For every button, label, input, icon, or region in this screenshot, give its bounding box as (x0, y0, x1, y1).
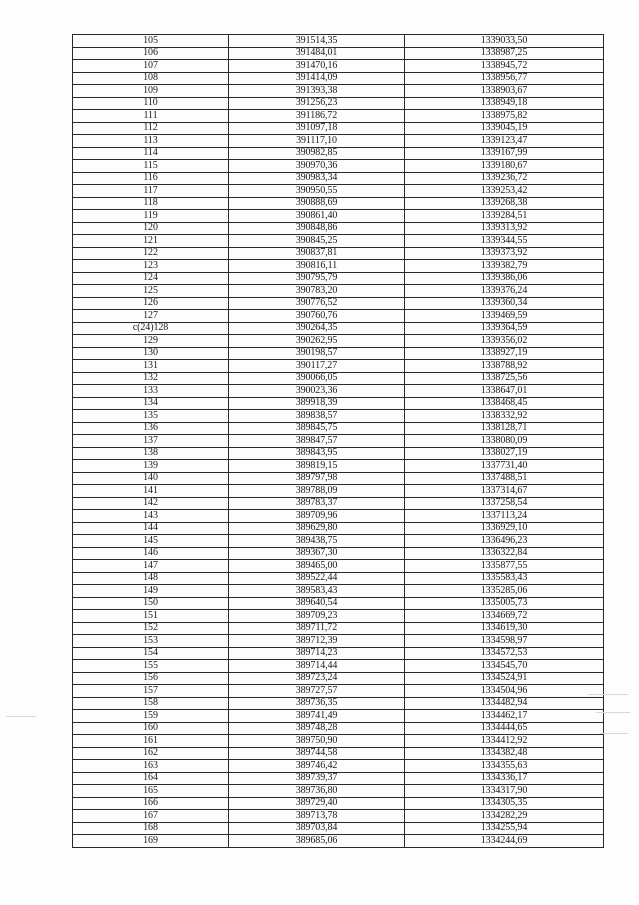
y-coordinate-cell: 1338987,25 (405, 47, 604, 60)
table-row (73, 660, 604, 673)
table-row (73, 647, 604, 660)
table-row (73, 797, 604, 810)
y-coordinate-cell: 1339033,50 (405, 35, 604, 48)
x-coordinate-cell: 389522,44 (229, 572, 405, 585)
table-row (73, 497, 604, 510)
x-coordinate-cell: 390970,36 (229, 160, 405, 173)
table-row (73, 347, 604, 360)
point-number-cell: 134 (73, 397, 229, 410)
y-coordinate-cell: 1337258,54 (405, 497, 604, 510)
point-number-cell: 124 (73, 272, 229, 285)
y-coordinate-cell: 1334336,17 (405, 772, 604, 785)
table-row (73, 747, 604, 760)
y-coordinate-cell: 1334255,94 (405, 822, 604, 835)
table-row (73, 85, 604, 98)
y-coordinate-cell: 1334412,92 (405, 735, 604, 748)
point-number-cell: 163 (73, 760, 229, 773)
x-coordinate-cell: 391186,72 (229, 110, 405, 123)
table-row (73, 435, 604, 448)
table-row (73, 110, 604, 123)
point-number-cell: 127 (73, 310, 229, 323)
y-coordinate-cell: 1339045,19 (405, 122, 604, 135)
x-coordinate-cell: 389847,57 (229, 435, 405, 448)
table-row (73, 685, 604, 698)
scan-speck (600, 733, 628, 734)
y-coordinate-cell: 1339382,79 (405, 260, 604, 273)
table-row (73, 222, 604, 235)
point-number-cell: 155 (73, 660, 229, 673)
x-coordinate-cell: 389438,75 (229, 535, 405, 548)
point-number-cell: 132 (73, 372, 229, 385)
x-coordinate-cell: 390264,35 (229, 322, 405, 335)
point-number-cell: 148 (73, 572, 229, 585)
point-number-cell: 129 (73, 335, 229, 348)
point-number-cell: 135 (73, 410, 229, 423)
y-coordinate-cell: 1337314,67 (405, 485, 604, 498)
x-coordinate-cell: 390117,27 (229, 360, 405, 373)
point-number-cell: 120 (73, 222, 229, 235)
table-row (73, 372, 604, 385)
x-coordinate-cell: 389788,09 (229, 485, 405, 498)
point-number-cell: 146 (73, 547, 229, 560)
point-number-cell: 168 (73, 822, 229, 835)
table-row (73, 47, 604, 60)
y-coordinate-cell: 1339356,02 (405, 335, 604, 348)
table-row (73, 785, 604, 798)
x-coordinate-cell: 389918,39 (229, 397, 405, 410)
table-row (73, 97, 604, 110)
x-coordinate-cell: 389703,84 (229, 822, 405, 835)
x-coordinate-cell: 390837,81 (229, 247, 405, 260)
x-coordinate-cell: 389711,72 (229, 622, 405, 635)
x-coordinate-cell: 389746,42 (229, 760, 405, 773)
scan-speck (6, 716, 36, 717)
point-number-cell: 149 (73, 585, 229, 598)
point-number-cell: 115 (73, 160, 229, 173)
point-number-cell: 121 (73, 235, 229, 248)
point-number-cell: 157 (73, 685, 229, 698)
x-coordinate-cell: 390198,57 (229, 347, 405, 360)
x-coordinate-cell: 389819,15 (229, 460, 405, 473)
point-number-cell: 158 (73, 697, 229, 710)
point-number-cell: 143 (73, 510, 229, 523)
table-row (73, 722, 604, 735)
y-coordinate-cell: 1334462,17 (405, 710, 604, 723)
x-coordinate-cell: 390262,95 (229, 335, 405, 348)
point-number-cell: 160 (73, 722, 229, 735)
x-coordinate-cell: 390816,11 (229, 260, 405, 273)
table-row (73, 335, 604, 348)
y-coordinate-cell: 1338956,77 (405, 72, 604, 85)
y-coordinate-cell: 1339284,51 (405, 210, 604, 223)
x-coordinate-cell: 389723,24 (229, 672, 405, 685)
scan-speck (596, 712, 630, 713)
y-coordinate-cell: 1338927,19 (405, 347, 604, 360)
table-row (73, 560, 604, 573)
x-coordinate-cell: 390888,69 (229, 197, 405, 210)
y-coordinate-cell: 1339386,06 (405, 272, 604, 285)
table-row (73, 522, 604, 535)
y-coordinate-cell: 1335583,43 (405, 572, 604, 585)
point-number-cell: 109 (73, 85, 229, 98)
x-coordinate-cell: 389736,35 (229, 697, 405, 710)
x-coordinate-cell: 391484,01 (229, 47, 405, 60)
x-coordinate-cell: 389713,78 (229, 810, 405, 823)
y-coordinate-cell: 1338080,09 (405, 435, 604, 448)
point-number-cell: 152 (73, 622, 229, 635)
table-row (73, 585, 604, 598)
point-number-cell: 114 (73, 147, 229, 160)
point-number-cell: 142 (73, 497, 229, 510)
point-number-cell: 112 (73, 122, 229, 135)
y-coordinate-cell: 1335877,55 (405, 560, 604, 573)
y-coordinate-cell: 1334598,97 (405, 635, 604, 648)
x-coordinate-cell: 389583,43 (229, 585, 405, 598)
x-coordinate-cell: 389714,23 (229, 647, 405, 660)
y-coordinate-cell: 1339313,92 (405, 222, 604, 235)
x-coordinate-cell: 389843,95 (229, 447, 405, 460)
table-row (73, 397, 604, 410)
table-row (73, 410, 604, 423)
x-coordinate-cell: 389709,23 (229, 610, 405, 623)
table-row (73, 147, 604, 160)
table-row (73, 810, 604, 823)
table-row (73, 472, 604, 485)
x-coordinate-cell: 389845,75 (229, 422, 405, 435)
table-row (73, 422, 604, 435)
y-coordinate-cell: 1335285,06 (405, 585, 604, 598)
y-coordinate-cell: 1336929,10 (405, 522, 604, 535)
y-coordinate-cell: 1338975,82 (405, 110, 604, 123)
point-number-cell: 122 (73, 247, 229, 260)
point-number-cell: 159 (73, 710, 229, 723)
y-coordinate-cell: 1338128,71 (405, 422, 604, 435)
table-row (73, 635, 604, 648)
scan-speck (588, 694, 628, 695)
table-row (73, 447, 604, 460)
y-coordinate-cell: 1334444,65 (405, 722, 604, 735)
x-coordinate-cell: 389709,96 (229, 510, 405, 523)
point-number-cell: 154 (73, 647, 229, 660)
point-number-cell: 107 (73, 60, 229, 73)
table-row (73, 822, 604, 835)
table-row (73, 197, 604, 210)
x-coordinate-cell: 391470,16 (229, 60, 405, 73)
y-coordinate-cell: 1334382,48 (405, 747, 604, 760)
point-number-cell: 126 (73, 297, 229, 310)
table-row (73, 360, 604, 373)
point-number-cell: 123 (73, 260, 229, 273)
table-row (73, 460, 604, 473)
point-number-cell: 111 (73, 110, 229, 123)
x-coordinate-cell: 390950,55 (229, 185, 405, 198)
x-coordinate-cell: 389640,54 (229, 597, 405, 610)
y-coordinate-cell: 1335005,73 (405, 597, 604, 610)
table-row (73, 622, 604, 635)
table-row (73, 485, 604, 498)
x-coordinate-cell: 390982,85 (229, 147, 405, 160)
x-coordinate-cell: 390776,52 (229, 297, 405, 310)
y-coordinate-cell: 1336322,84 (405, 547, 604, 560)
x-coordinate-cell: 391414,09 (229, 72, 405, 85)
table-row (73, 72, 604, 85)
table-row (73, 272, 604, 285)
x-coordinate-cell: 389727,57 (229, 685, 405, 698)
coordinates-table-body (73, 35, 604, 848)
x-coordinate-cell: 389685,06 (229, 835, 405, 848)
point-number-cell: 156 (73, 672, 229, 685)
coordinates-table (72, 34, 604, 848)
y-coordinate-cell: 1338647,01 (405, 385, 604, 398)
point-number-cell: 153 (73, 635, 229, 648)
table-row (73, 297, 604, 310)
point-number-cell: 167 (73, 810, 229, 823)
table-row (73, 235, 604, 248)
y-coordinate-cell: 1339236,72 (405, 172, 604, 185)
y-coordinate-cell: 1339123,47 (405, 135, 604, 148)
y-coordinate-cell: 1336496,23 (405, 535, 604, 548)
table-row (73, 172, 604, 185)
point-number-cell: 118 (73, 197, 229, 210)
table-row (73, 160, 604, 173)
y-coordinate-cell: 1338725,56 (405, 372, 604, 385)
table-row (73, 610, 604, 623)
point-number-cell: 106 (73, 47, 229, 60)
table-row (73, 672, 604, 685)
x-coordinate-cell: 391514,35 (229, 35, 405, 48)
x-coordinate-cell: 390066,05 (229, 372, 405, 385)
y-coordinate-cell: 1337731,40 (405, 460, 604, 473)
point-number-cell: 150 (73, 597, 229, 610)
y-coordinate-cell: 1338949,18 (405, 97, 604, 110)
y-coordinate-cell: 1339469,59 (405, 310, 604, 323)
table-row (73, 772, 604, 785)
point-number-cell: 169 (73, 835, 229, 848)
point-number-cell: 108 (73, 72, 229, 85)
point-number-cell: 147 (73, 560, 229, 573)
x-coordinate-cell: 389367,30 (229, 547, 405, 560)
point-number-cell: 141 (73, 485, 229, 498)
point-number-cell: 161 (73, 735, 229, 748)
point-number-cell: 125 (73, 285, 229, 298)
table-row (73, 760, 604, 773)
y-coordinate-cell: 1334545,70 (405, 660, 604, 673)
table-row (73, 322, 604, 335)
y-coordinate-cell: 1334355,63 (405, 760, 604, 773)
y-coordinate-cell: 1339376,24 (405, 285, 604, 298)
table-row (73, 572, 604, 585)
y-coordinate-cell: 1338332,92 (405, 410, 604, 423)
table-row (73, 735, 604, 748)
table-row (73, 597, 604, 610)
table-row (73, 135, 604, 148)
y-coordinate-cell: 1339268,38 (405, 197, 604, 210)
y-coordinate-cell: 1338788,92 (405, 360, 604, 373)
x-coordinate-cell: 389629,80 (229, 522, 405, 535)
x-coordinate-cell: 389744,58 (229, 747, 405, 760)
x-coordinate-cell: 391117,10 (229, 135, 405, 148)
point-number-cell: 117 (73, 185, 229, 198)
x-coordinate-cell: 389797,98 (229, 472, 405, 485)
x-coordinate-cell: 390760,76 (229, 310, 405, 323)
table-row (73, 385, 604, 398)
y-coordinate-cell: 1338945,72 (405, 60, 604, 73)
point-number-cell: 151 (73, 610, 229, 623)
point-number-cell: 139 (73, 460, 229, 473)
y-coordinate-cell: 1334305,35 (405, 797, 604, 810)
y-coordinate-cell: 1339364,59 (405, 322, 604, 335)
point-number-cell: 144 (73, 522, 229, 535)
y-coordinate-cell: 1334524,91 (405, 672, 604, 685)
y-coordinate-cell: 1339167,99 (405, 147, 604, 160)
x-coordinate-cell: 390023,36 (229, 385, 405, 398)
table-row (73, 547, 604, 560)
x-coordinate-cell: 390783,20 (229, 285, 405, 298)
y-coordinate-cell: 1339344,55 (405, 235, 604, 248)
point-number-cell: 116 (73, 172, 229, 185)
point-number-cell: 131 (73, 360, 229, 373)
x-coordinate-cell: 391256,23 (229, 97, 405, 110)
point-number-cell: 105 (73, 35, 229, 48)
y-coordinate-cell: 1334619,30 (405, 622, 604, 635)
x-coordinate-cell: 391393,38 (229, 85, 405, 98)
table-row (73, 535, 604, 548)
table-row (73, 247, 604, 260)
table-row (73, 60, 604, 73)
point-number-cell: 130 (73, 347, 229, 360)
point-number-cell: 162 (73, 747, 229, 760)
point-number-cell: 140 (73, 472, 229, 485)
table-row (73, 710, 604, 723)
x-coordinate-cell: 389465,00 (229, 560, 405, 573)
point-number-cell: 110 (73, 97, 229, 110)
point-number-cell: 138 (73, 447, 229, 460)
table-row (73, 510, 604, 523)
y-coordinate-cell: 1334317,90 (405, 785, 604, 798)
x-coordinate-cell: 389712,39 (229, 635, 405, 648)
x-coordinate-cell: 389714,44 (229, 660, 405, 673)
x-coordinate-cell: 389741,49 (229, 710, 405, 723)
y-coordinate-cell: 1334572,53 (405, 647, 604, 660)
y-coordinate-cell: 1334482,94 (405, 697, 604, 710)
y-coordinate-cell: 1334282,29 (405, 810, 604, 823)
point-number-cell: 119 (73, 210, 229, 223)
x-coordinate-cell: 390795,79 (229, 272, 405, 285)
x-coordinate-cell: 389748,28 (229, 722, 405, 735)
point-number-cell: 145 (73, 535, 229, 548)
point-number-cell: 164 (73, 772, 229, 785)
y-coordinate-cell: 1338468,45 (405, 397, 604, 410)
table-row (73, 285, 604, 298)
x-coordinate-cell: 389838,57 (229, 410, 405, 423)
x-coordinate-cell: 390845,25 (229, 235, 405, 248)
table-row (73, 310, 604, 323)
table-row (73, 835, 604, 848)
table-row (73, 210, 604, 223)
x-coordinate-cell: 390848,86 (229, 222, 405, 235)
y-coordinate-cell: 1337113,24 (405, 510, 604, 523)
x-coordinate-cell: 389729,40 (229, 797, 405, 810)
x-coordinate-cell: 389750,90 (229, 735, 405, 748)
y-coordinate-cell: 1339373,92 (405, 247, 604, 260)
table-row (73, 697, 604, 710)
table-row (73, 185, 604, 198)
y-coordinate-cell: 1339360,34 (405, 297, 604, 310)
point-number-cell: 165 (73, 785, 229, 798)
x-coordinate-cell: 390983,34 (229, 172, 405, 185)
y-coordinate-cell: 1338903,67 (405, 85, 604, 98)
point-number-cell: 113 (73, 135, 229, 148)
x-coordinate-cell: 391097,18 (229, 122, 405, 135)
x-coordinate-cell: 389736,80 (229, 785, 405, 798)
x-coordinate-cell: 390861,40 (229, 210, 405, 223)
y-coordinate-cell: 1339253,42 (405, 185, 604, 198)
point-number-cell: 137 (73, 435, 229, 448)
table-row (73, 122, 604, 135)
point-number-cell: c(24)128 (73, 322, 229, 335)
point-number-cell: 166 (73, 797, 229, 810)
y-coordinate-cell: 1334669,72 (405, 610, 604, 623)
x-coordinate-cell: 389739,37 (229, 772, 405, 785)
y-coordinate-cell: 1337488,51 (405, 472, 604, 485)
x-coordinate-cell: 389783,37 (229, 497, 405, 510)
y-coordinate-cell: 1334504,96 (405, 685, 604, 698)
table-row (73, 35, 604, 48)
y-coordinate-cell: 1338027,19 (405, 447, 604, 460)
table-row (73, 260, 604, 273)
point-number-cell: 136 (73, 422, 229, 435)
y-coordinate-cell: 1334244,69 (405, 835, 604, 848)
point-number-cell: 133 (73, 385, 229, 398)
y-coordinate-cell: 1339180,67 (405, 160, 604, 173)
